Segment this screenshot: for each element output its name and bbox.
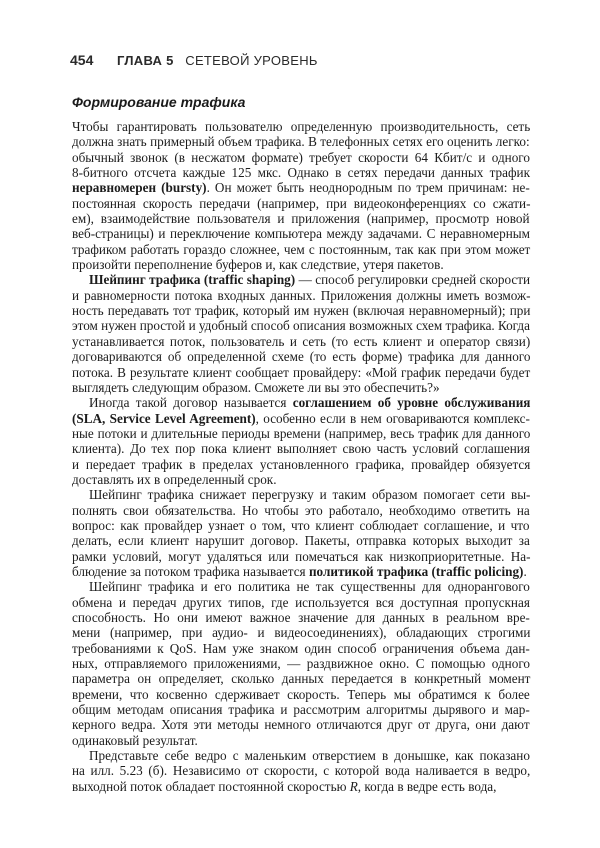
italic-symbol: R: [349, 778, 358, 794]
text-segment: выходной поток обладает постоянной скоростью: [72, 778, 350, 794]
text-line: [72, 134, 530, 149]
text-line: [72, 595, 530, 610]
text-segment: Иногда такой договор называется: [89, 395, 293, 411]
text-line: [72, 242, 530, 257]
text-line: [72, 272, 530, 287]
text-segment: обычный звонок (в несжатом формате) требует скорости 64 Кбит/с и одного: [72, 149, 530, 165]
text-segment: требованиями к QoS. Нам уже знаком один способ ограничения объема дан-: [72, 640, 530, 656]
text-segment: рамки условий, могут удаляться или помечаться как низкоприоритетные. На-: [72, 548, 531, 564]
text-line: [72, 365, 530, 380]
running-header: [70, 52, 318, 68]
text-line: [72, 748, 530, 763]
section-heading: Формирование трафика: [72, 94, 246, 110]
text-segment: обмена и передач других типов, где используется вся доступная пропускная: [72, 594, 530, 610]
text-line: [72, 533, 530, 548]
bold-term: неравномерен (bursty): [72, 180, 207, 196]
text-segment: одинаковый результат.: [72, 732, 198, 748]
text-segment: делать, если клиент нарушит договор. Пакеты, отправка которых выходит за: [72, 533, 530, 549]
text-line: [72, 226, 530, 241]
text-segment: веб-страницы) и переключение компьютера между задачами. С неравномерным: [72, 226, 531, 242]
text-segment: параметра он определяет, сколько данных передается в конкретный момент: [72, 671, 531, 687]
text-line: [72, 610, 530, 625]
text-line: [72, 687, 530, 702]
text-line: [72, 411, 530, 426]
text-segment: полнять свои обязательства. Но чтобы это работало, необходимо ответить на: [72, 502, 530, 518]
text-segment: доставлять их в определенный срок.: [72, 471, 277, 487]
text-segment: и передает трафик в пределах установленного графика, провайдер обязуется: [72, 456, 531, 472]
text-segment: произойти переполнение буферов и, как следствие, утеря пакетов.: [72, 257, 444, 273]
text-line: [72, 779, 530, 794]
text-line: [72, 579, 530, 594]
text-line: [72, 763, 530, 778]
bold-term: Шейпинг трафика (traffic shaping): [89, 272, 296, 288]
text-line: [72, 119, 530, 134]
text-line: [72, 334, 530, 349]
text-line: [72, 503, 530, 518]
page-number: 454: [70, 52, 94, 68]
text-line: [72, 349, 530, 364]
text-line: [72, 318, 530, 333]
text-line: [72, 211, 530, 226]
text-segment: трафиком работать гораздо сложнее, чем с постоянным, так как при этом может: [72, 241, 531, 257]
text-segment: 8-битного отсчета каждые 125 мкс. Однако в сетях передачи данных трафик: [72, 165, 531, 181]
text-line: [72, 165, 530, 180]
text-line: [72, 733, 530, 748]
text-segment: Шейпинг трафика снижает перегрузку и таким образом помогает сети вы-: [89, 487, 531, 503]
text-line: [72, 426, 530, 441]
text-segment: клиента). До тех пор пока клиент выполняет свою часть условий соглашения: [72, 441, 530, 457]
text-line: [72, 625, 530, 640]
text-segment: ем), взаимодействие пользователя и приложения (например, просмотр новой: [72, 211, 530, 227]
text-segment: Представьте себе ведро с маленьким отверстием в донышке, как показано: [89, 748, 530, 764]
bold-term: соглашением об уровне обслуживания: [292, 395, 531, 411]
text-segment: , когда в ведре есть вода,: [357, 778, 497, 794]
text-line: [72, 671, 530, 686]
text-segment: выглядеть следующим образом. Сможете ли вы это обеспечить?»: [72, 379, 440, 395]
text-segment: .: [523, 563, 527, 579]
text-line: [72, 288, 530, 303]
text-line: [72, 257, 530, 272]
text-line: [72, 457, 530, 472]
text-line: [72, 564, 530, 579]
text-segment: Чтобы гарантировать пользователю определенную производительность, сеть: [72, 119, 531, 134]
text-segment: времени, что косвенно сдерживает скорость. Теперь мы обратимся к более: [72, 686, 530, 702]
text-line: [72, 641, 530, 656]
text-line: [72, 395, 530, 410]
text-line: [72, 549, 530, 564]
text-segment: , особенно если в нем оговариваются комплекс-: [255, 410, 530, 426]
text-segment: Шейпинг трафика и его политика не так существенны для однорангового: [89, 579, 530, 595]
text-segment: ные потоки и длительные периоды времени (например, весь трафик для данного: [72, 425, 531, 441]
text-segment: на илл. 5.23 (б). Независимо от скорости, с которой вода наливается в ведро,: [72, 763, 531, 779]
text-line: [72, 487, 530, 502]
bold-term: политикой трафика (traffic policing): [308, 563, 524, 579]
text-segment: вопрос: как провайдер узнает о том, что клиент соблюдает соглашение, и что: [72, 517, 530, 533]
text-line: [72, 441, 530, 456]
text-line: [72, 717, 530, 732]
text-segment: ных, отправляемого приложениями, — раздвижное окно. С помощью одного: [72, 656, 530, 672]
text-segment: устанавливается поток, пользователь и сеть (то есть клиент и оператор связи): [72, 333, 531, 349]
text-segment: этом нужен простой и удобный способ описания возможных схем трафика. Когда: [72, 318, 530, 334]
text-line: [72, 702, 530, 717]
text-segment: потока. В результате клиент сообщает провайдеру: «Мой график передачи будет: [72, 364, 531, 380]
text-segment: — способ регулировки средней скорости: [295, 272, 531, 288]
body-text: [72, 119, 530, 794]
text-segment: договариваются об определенной схеме (то есть форме) трафика для данного: [72, 349, 531, 365]
text-line: [72, 303, 530, 318]
text-line: [72, 196, 530, 211]
text-segment: ность передавать тот трафик, который им нужен (включая неравномерный); при: [72, 303, 531, 319]
text-line: [72, 472, 530, 487]
text-segment: блюдение за потоком трафика называется: [72, 563, 309, 579]
text-segment: и равномерности потока входных данных. Приложения должны иметь возмож-: [72, 287, 531, 303]
text-line: [72, 180, 530, 195]
chapter-label: ГЛАВА 5: [116, 53, 174, 68]
section-label: СЕТЕВОЙ УРОВЕНЬ: [185, 53, 318, 68]
text-line: [72, 518, 530, 533]
text-segment: способность. Но они имеют важное значение для данных в реальном вре-: [72, 610, 530, 625]
text-segment: должна знать примерный объем трафика. В телефонных сетях его оценить легко:: [72, 134, 530, 150]
text-segment: мени (например, при аудио- и видеосоединениях), обладающих строгими: [72, 625, 531, 641]
text-segment: постоянная скорость передачи (например, при видеоконференциях со сжати-: [72, 195, 531, 211]
text-segment: общим методам описания трафика и рассмотрим алгоритмы дырявого и мар-: [72, 702, 530, 718]
bold-term: (SLA, Service Level Agreement): [72, 410, 256, 426]
text-line: [72, 150, 530, 165]
text-line: [72, 656, 530, 671]
text-segment: керного ведра. Хотя эти методы немного отличаются друг от друга, они дают: [72, 717, 530, 733]
text-segment: . Он может быть неоднородным по трем причинам: не-: [206, 180, 530, 196]
text-line: [72, 380, 530, 395]
